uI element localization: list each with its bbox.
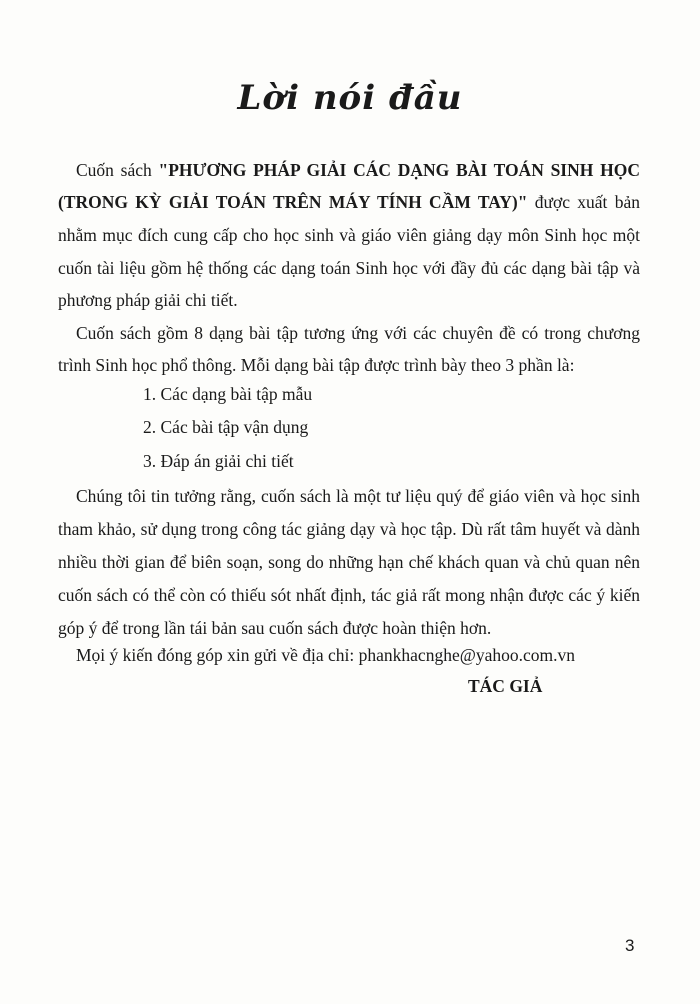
contact-line: Mọi ý kiến đóng góp xin gửi về địa chỉ: phankhacnghe@yahoo.com.vn (76, 645, 575, 665)
paragraph-line: phương pháp giải chi tiết. (58, 290, 238, 310)
paragraph-line: trình Sinh học phổ thông. Mỗi dạng bài tập được trình bày theo 3 phần là: (58, 355, 575, 375)
paragraph-line (76, 159, 640, 181)
page-number: 3 (625, 936, 635, 955)
page-title: Lời nói đầu (237, 78, 463, 118)
text: được xuất bản (527, 192, 640, 212)
paragraph-line: Chúng tôi tin tưởng rằng, cuốn sách là một tư liệu quý để giáo viên và học sinh (76, 486, 640, 506)
book-title: (TRONG KỲ GIẢI TOÁN TRÊN MÁY TÍNH CẦM TAY)" (58, 192, 528, 212)
paragraph-line: cuốn sách có thể còn có thiếu sót nhất định, tác giả rất mong nhận được các ý kiến (58, 585, 640, 605)
book-title: "PHƯƠNG PHÁP GIẢI CÁC DẠNG BÀI TOÁN SINH HỌC (158, 160, 640, 180)
list-item: 3. Đáp án giải chi tiết (143, 451, 294, 471)
paragraph-line: nhằm mục đích cung cấp cho học sinh và giáo viên giảng dạy môn Sinh học một (58, 225, 640, 245)
list-item: 1. Các dạng bài tập mẫu (143, 384, 313, 404)
paragraph-line: nhiều thời gian để biên soạn, song do những hạn chế khách quan và chủ quan nên (58, 552, 640, 572)
paragraph-line: tham khảo, sử dụng trong công tác giảng dạy và học tập. Dù rất tâm huyết và dành (58, 519, 640, 539)
paragraph-line: Cuốn sách gồm 8 dạng bài tập tương ứng với các chuyên đề có trong chương (76, 323, 640, 343)
list-item: 2. Các bài tập vận dụng (143, 417, 309, 437)
paragraph-line: cuốn tài liệu gồm hệ thống các dạng toán Sinh học với đầy đủ các dạng bài tập và (58, 258, 640, 278)
author-signature: TÁC GIẢ (468, 676, 543, 696)
text: Cuốn sách (76, 160, 159, 180)
paragraph-line (58, 191, 640, 213)
paragraph-line: góp ý để trong lần tái bản sau cuốn sách được hoàn thiện hơn. (58, 618, 492, 638)
